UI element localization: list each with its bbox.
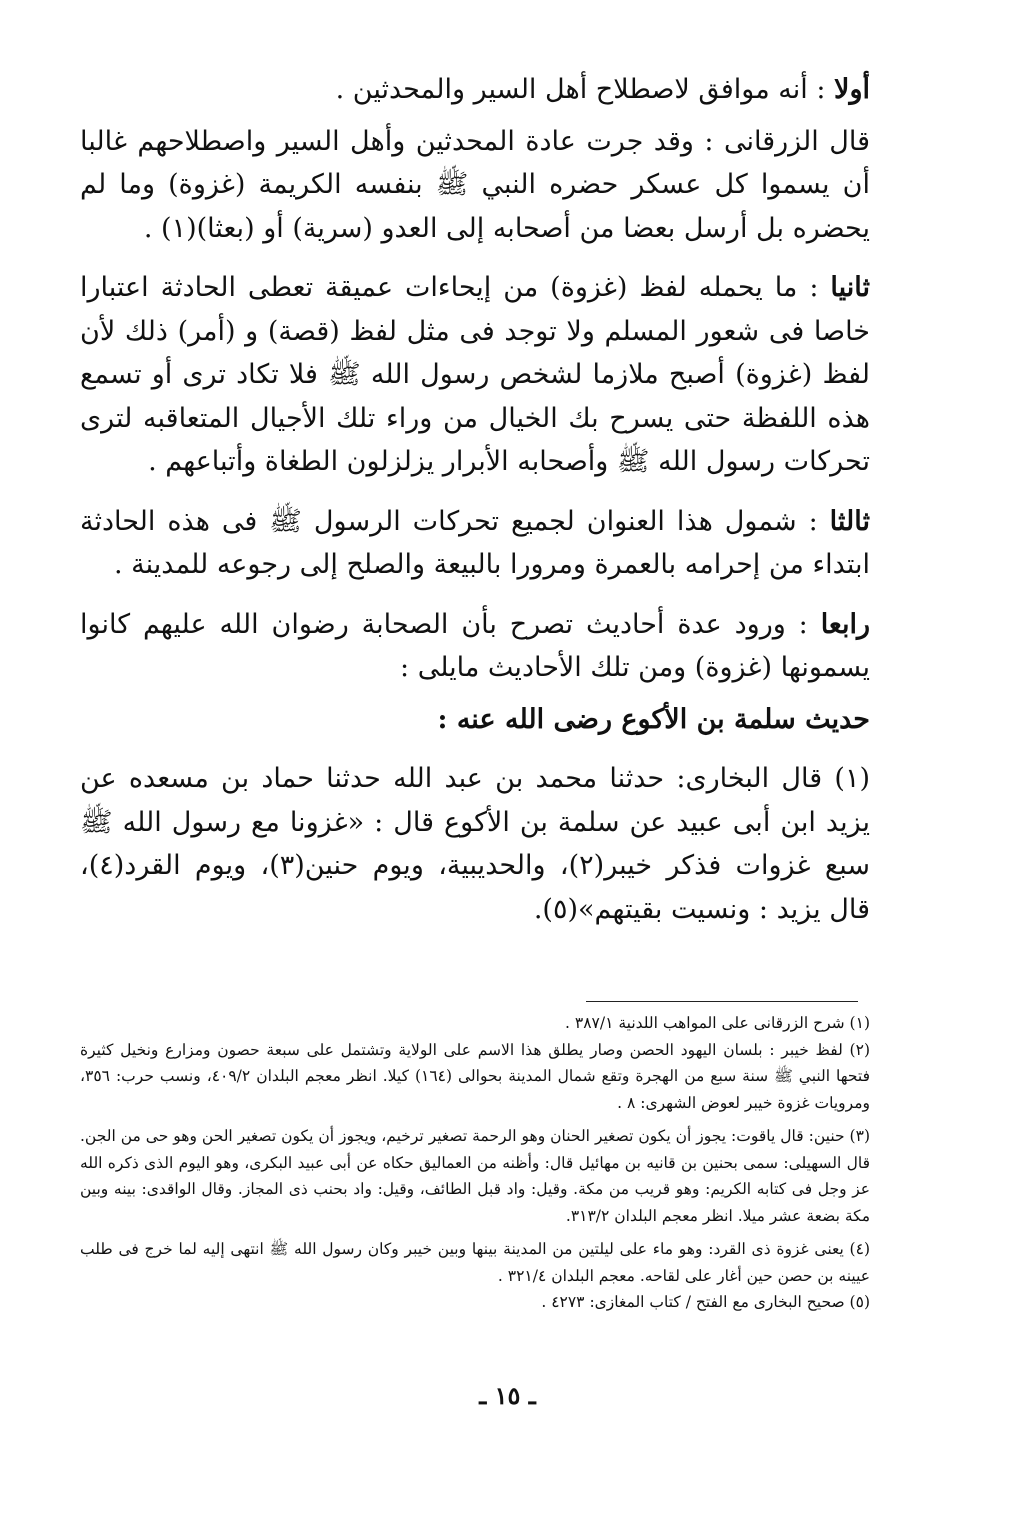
- paragraph-zurqani: قال الزرقانى : وقد جرت عادة المحدثين وأهل السير واصطلاحهم غالبا أن يسموا كل عسكر حضره النبي ﷺ بنفسه الكريمة (غزوة) وما لم يحضره بل أرسل بعضا من أصحابه إلى العدو (سرية) أو (بعثا)(١) .: [80, 125, 870, 244]
- footnote: (٣) حنين: قال ياقوت: يجوز أن يكون تصغير الحنان وهو الرحمة تصغير ترخيم، ويجوز أن يكون تصغير الحن وهو حى من الجن. قال السهيلى: سمى بحنين بن قانيه بن مهائيل قال: وأظنه من العماليق حكاه عن أبى عبيد البكرى، وهو اليوم الذى ذكره الله عز وجل فى كتابه الكريم: وهو قريب من مكة. وقيل: واد قبل الطائف، وقيل: واد بحنب ذى المجاز. وقال الواقدى: بينه وبين مكة بضعة عشر ميلا. انظر معجم البلدان ٣١٣/٢.: [80, 1127, 870, 1225]
- label-second: ثانيا: [830, 272, 870, 303]
- paragraph-second: [80, 266, 870, 484]
- footnote: (١) شرح الزرقانى على المواهب اللدنية ٣٨٧/١ .: [565, 1014, 870, 1032]
- footnote: (٥) صحيح البخارى مع الفتح / كتاب المغازى: ٤٢٧٣ .: [541, 1293, 870, 1311]
- paragraph-hadith: (١) قال البخارى: حدثنا محمد بن عبد الله حدثنا حماد بن مسعده عن يزيد ابن أبى عبيد عن سلمة بن الأكوع قال : «غزونا مع رسول الله ﷺ سبع غزوات فذكر خيبر(٢)، والحديبية، ويوم حنين(٣)، ويوم القرد(٤)، قال يزيد : ونسيت بقيتهم»(٥).: [80, 763, 870, 925]
- footnote: (٢) لفظ خيبر : بلسان اليهود الحصن وصار يطلق هذا الاسم على الولاية وتشتمل على سبعة حصون ومزارع ونخيل كثيرة فتحها النبي ﷺ سنة سبع من الهجرة وتقع شمال المدينة بحوالى (١٦٤) كيلا. انظر معجم البلدان ٤٠٩/٢، ونسب حرب: ٣٥٦، ومرويات غزوة خيبر لعوض الشهرى: ٨ .: [80, 1040, 870, 1112]
- paragraph-third: [80, 500, 870, 587]
- paragraph-first: [80, 68, 870, 112]
- label-first: أولا: [834, 74, 870, 105]
- text-fourth: : ورود عدة أحاديث تصرح بأن الصحابة رضوان الله عليهم كانوا يسمونها (غزوة) ومن تلك الأحاديث مايلى :: [80, 608, 870, 683]
- text-first: : أنه موافق لاصطلاح أهل السير والمحدثين .: [335, 74, 835, 105]
- main-text: [80, 68, 870, 947]
- footnote-separator: [586, 1001, 858, 1002]
- text-second: : ما يحمله لفظ (غزوة) من إيحاءات عميقة تعطى الحادثة اعتبارا خاصا فى شعور المسلم ولا توجد فى مثل لفظ (قصة) و (أمر) ذلك لأن لفظ (غزوة) أصبح ملازما لشخص رسول الله ﷺ فلا تكاد ترى أو تسمع هذه اللفظة حتى يسرح بك الخيال من وراء تلك الأجيال المتعاقبه لترى تحركات رسول الله ﷺ وأصحابه الأبرار يزلزلون الطغاة وأتباعهم .: [80, 272, 871, 477]
- text-third: : شمول هذا العنوان لجميع تحركات الرسول ﷺ فى هذه الحادثة ابتداء من إحرامه بالعمرة ومرورا بالبيعة والصلح إلى رجوعه للمدينة .: [80, 505, 870, 580]
- paragraph-fourth: [80, 603, 870, 690]
- section-heading: حديث سلمة بن الأكوع رضى الله عنه :: [437, 703, 870, 735]
- footnote: (٤) يعنى غزوة ذى القرد: وهو ماء على ليلتين من المدينة بينها وبين خيبر وكان رسول الله ﷺ انتهى إليه لما خرج فى طلب عيينه بن حصن حين أغار على لقاحه. معجم البلدان ٣٢١/٤ .: [80, 1240, 870, 1285]
- label-fourth: رابعا: [820, 608, 870, 640]
- label-third: ثالثا: [829, 505, 870, 537]
- footnotes: [80, 1010, 870, 1316]
- page-number: ـ ١٥ ـ: [479, 1381, 536, 1410]
